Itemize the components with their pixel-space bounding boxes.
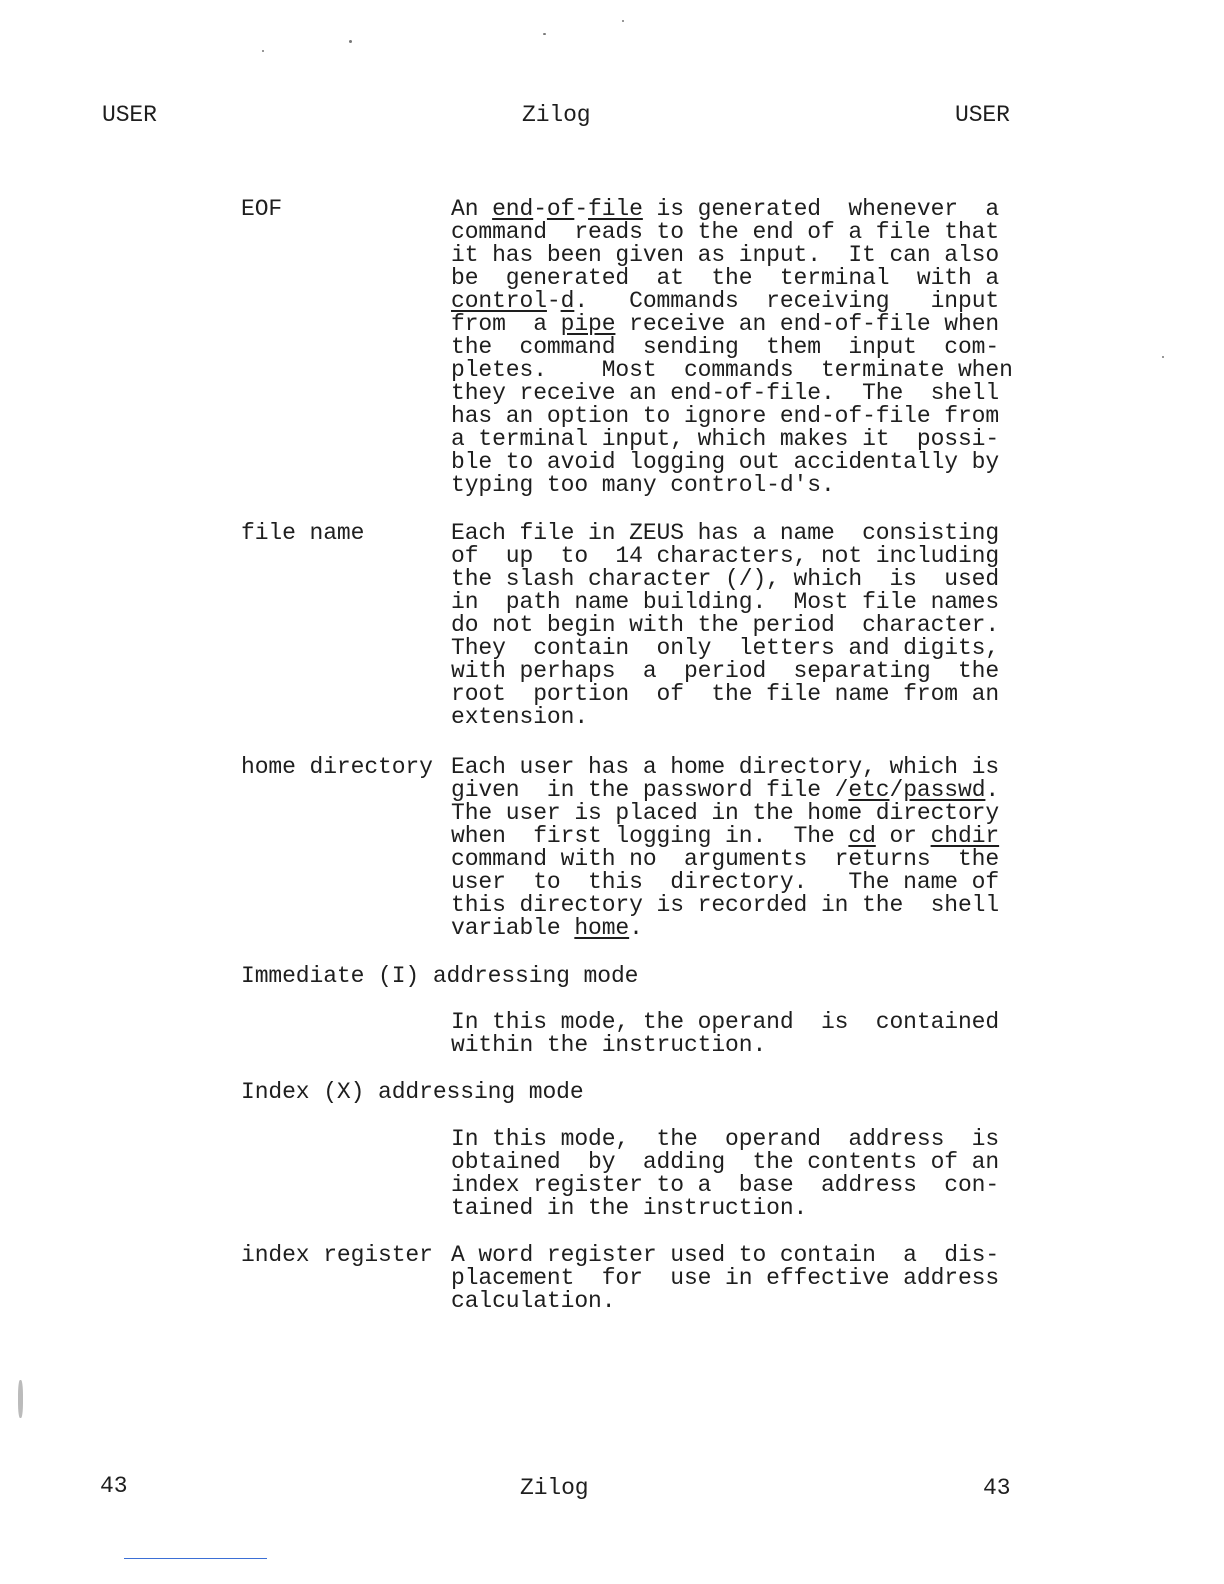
definition-line [451,894,999,917]
line-text: given in the password file / [451,777,849,803]
term-immediate-addressing: Immediate (I) addressing mode [241,963,639,989]
definition-line [451,1128,999,1151]
line-text: - [533,196,547,222]
line-text: variable [451,915,575,941]
line-text: Each file in ZEUS has a name consisting [451,520,1000,546]
definition-line [451,660,999,683]
underlined-term: file [588,196,643,222]
underlined-term: of [546,196,575,222]
line-text: from a [451,311,561,337]
definition-line [451,1290,999,1313]
line-text: / [889,777,904,803]
footer-page-number-right: 43 [983,1475,1011,1501]
line-text: They contain only letters and digits, [451,635,1000,661]
line-text: they receive an end-of-file. The shell [451,380,1000,406]
line-text: An [451,196,493,222]
definition-line [451,591,999,614]
definition-line [451,917,999,940]
line-text: of up to 14 characters, not including [451,543,1000,569]
definition-line [451,198,1013,221]
definition-line [451,405,1013,428]
line-text: placement for use in effective address [451,1265,1000,1291]
line-text: within the instruction. [451,1032,767,1058]
line-text: pletes. Most commands terminate when [451,357,1013,383]
underlined-term: home [574,915,630,941]
line-text: The user is placed in the home directory [451,800,1000,826]
line-text: command with no arguments returns the [451,846,1000,872]
definition-line [451,871,999,894]
line-text: extension. [451,704,589,730]
line-text: a terminal input, which makes it possi- [451,426,1000,452]
definition-line [451,848,999,871]
definition-line [451,637,999,660]
definition-line [451,1151,999,1174]
line-text: it has been given as input. It can also [451,242,1000,268]
definition-eof [451,198,1013,497]
line-text: or [875,823,931,849]
header-left-label: USER [102,102,157,128]
scan-speck [262,50,264,52]
definition-line [451,313,1013,336]
line-text: root portion of the file name from an [451,681,1000,707]
line-text: in path name building. Most file names [451,589,1000,615]
term-home-directory: home directory [241,754,433,780]
definition-line [451,244,1013,267]
definition-line [451,1197,999,1220]
line-text: user to this directory. The name of [451,869,1000,895]
underlined-term: chdir [930,823,1000,849]
line-text: . [985,777,1000,803]
definition-home-directory [451,756,999,940]
definition-line [451,451,1013,474]
line-text: . Commands receiving input [574,288,1000,314]
definition-line [451,290,1013,313]
definition-line [451,359,1013,382]
underlined-term: d [560,288,575,314]
definition-index-addressing [451,1128,999,1220]
definition-line [451,221,1013,244]
line-text: index register to a base address con- [451,1172,1000,1198]
line-text: typing too many control-d's. [451,472,835,498]
line-text: A word register used to contain a dis- [451,1242,1000,1268]
scan-punch-mark [18,1380,23,1418]
line-text: this directory is recorded in the shell [451,892,1000,918]
definition-line [451,1034,999,1057]
line-text: - [546,288,561,314]
definition-line [451,267,1013,290]
line-text: obtained by adding the contents of an [451,1149,1000,1175]
definition-line [451,825,999,848]
scan-edge-line [124,1558,267,1559]
line-text: ble to avoid logging out accidentally by [451,449,1000,475]
term-index-addressing: Index (X) addressing mode [241,1079,584,1105]
definition-immediate-addressing [451,1011,999,1057]
scan-speck [543,33,546,35]
definition-line [451,706,999,729]
line-text: command reads to the end of a file that [451,219,1000,245]
underlined-term: etc [848,777,890,803]
definition-line [451,779,999,802]
underlined-term: passwd [903,777,986,803]
line-text: the command sending them input com- [451,334,1000,360]
line-text: tained in the instruction. [451,1195,808,1221]
line-text: calculation. [451,1288,616,1314]
definition-line [451,1011,999,1034]
underlined-term: cd [848,823,876,849]
line-text: do not begin with the period character. [451,612,1000,638]
line-text: In this mode, the operand address is [451,1126,1000,1152]
footer-page-number-left: 43 [100,1473,128,1499]
header-right-label: USER [955,102,1010,128]
definition-line [451,522,999,545]
line-text: . [629,915,643,941]
term-index-register: index register [241,1242,433,1268]
definition-line [451,756,999,779]
term-eof: EOF [241,196,283,222]
term-file-name: file name [241,520,365,546]
underlined-term: pipe [560,311,616,337]
definition-line [451,568,999,591]
definition-line [451,614,999,637]
definition-line [451,1267,999,1290]
line-text: be generated at the terminal with a [451,265,1000,291]
scan-speck [1162,356,1164,358]
definition-file-name [451,522,999,729]
definition-index-register [451,1244,999,1313]
definition-line [451,1244,999,1267]
line-text: Each user has a home directory, which is [451,754,1000,780]
underlined-term: end [492,196,534,222]
definition-line [451,802,999,825]
line-text: with perhaps a period separating the [451,658,1000,684]
line-text: has an option to ignore end-of-file from [451,403,1000,429]
scan-speck [349,40,352,43]
scan-speck [622,20,624,22]
definition-line [451,683,999,706]
header-center-label: Zilog [522,102,591,128]
definition-line [451,474,1013,497]
footer-center-label: Zilog [520,1475,589,1501]
line-text: the slash character (/), which is used [451,566,1000,592]
line-text: In this mode, the operand is contained [451,1009,1000,1035]
line-text: when first logging in. The [451,823,849,849]
definition-line [451,545,999,568]
definition-line [451,428,1013,451]
line-text: receive an end-of-file when [615,311,1000,337]
line-text: is generated whenever a [642,196,1000,222]
definition-line [451,336,1013,359]
underlined-term: control [451,288,547,314]
definition-line [451,1174,999,1197]
line-text: - [574,196,589,222]
definition-line [451,382,1013,405]
